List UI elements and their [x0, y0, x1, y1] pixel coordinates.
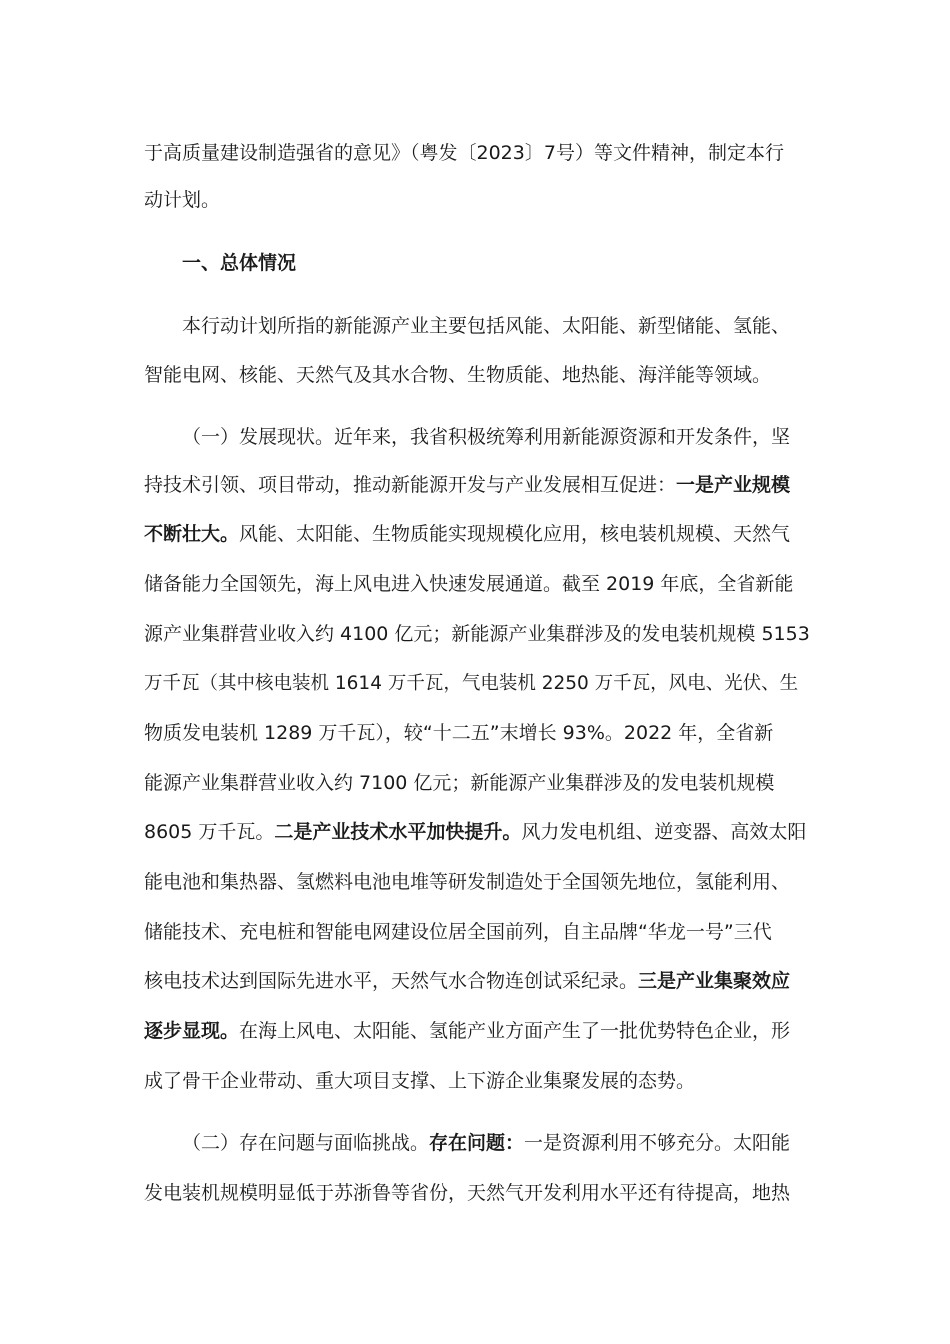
status-text: 持技术引领、项目带动，推动新能源开发与产业发展相互促进：	[144, 474, 677, 496]
scope-line-2: 智能电网、核能、天然气及其水合物、生物质能、地热能、海洋能等领域。	[144, 364, 772, 386]
status-line-9	[144, 820, 814, 844]
status-line-5: 源产业集群营业收入约 4100 亿元；新能源产业集群涉及的发电装机规模 5153	[144, 623, 810, 645]
status-text: 风力发电机组、逆变器、高效太阳	[521, 821, 807, 843]
scope-line-1: 本行动计划所指的新能源产业主要包括风能、太阳能、新型储能、氢能、	[182, 315, 791, 337]
status-bold-point: 二是产业技术水平加快提升。	[274, 821, 522, 843]
problems-text: 一是资源利用不够充分。太阳能	[524, 1132, 791, 1154]
problems-line-2: 发电装机规模明显低于苏浙鲁等省份，天然气开发利用水平还有待提高，地热	[144, 1182, 791, 1204]
status-text: 8605 万千瓦。	[144, 821, 275, 843]
status-line-2	[144, 473, 814, 497]
status-bold-point: 三是产业集聚效应	[638, 970, 791, 992]
status-text: 风能、太阳能、生物质能实现规模化应用，核电装机规模、天然气	[239, 523, 791, 545]
status-line-6: 万千瓦（其中核电装机 1614 万千瓦，气电装机 2250 万千瓦，风电、光伏、生	[144, 673, 799, 694]
status-line-3	[144, 522, 814, 546]
status-line-11: 储能技术、充电桩和智能电网建设位居全国前列，自主品牌“华龙一号”三代	[144, 921, 772, 943]
status-line-10: 能电池和集热器、氢燃料电池电堆等研发制造处于全国领先地位，氢能利用、	[144, 871, 791, 893]
status-line-1: （一）发展现状。近年来，我省积极统筹利用新能源资源和开发条件，坚	[182, 426, 791, 448]
status-text: 在海上风电、太阳能、氢能产业方面产生了一批优势特色企业，形	[239, 1020, 791, 1042]
section-heading: 一、总体情况	[182, 252, 297, 274]
status-line-7: 物质发电装机 1289 万千瓦），较“十二五”末增长 93%。2022 年，全省新	[144, 722, 774, 744]
problems-bold-label: 存在问题：	[429, 1132, 525, 1154]
status-line-14: 成了骨干企业带动、重大项目支撑、上下游企业集聚发展的态势。	[144, 1070, 696, 1092]
status-bold-point: 逐步显现。	[144, 1020, 240, 1042]
status-bold-point: 不断壮大。	[144, 523, 240, 545]
status-line-8: 能源产业集群营业收入约 7100 亿元；新能源产业集群涉及的发电装机规模	[144, 772, 775, 794]
status-line-13	[144, 1019, 814, 1043]
status-line-12	[144, 969, 814, 993]
intro-line-1: 于高质量建设制造强省的意见》（粤发〔2023〕7号）等文件精神，制定本行	[144, 142, 784, 164]
status-text: 核电技术达到国际先进水平，天然气水合物连创试采纪录。	[144, 970, 639, 992]
problems-line-1	[182, 1131, 814, 1155]
problems-text: （二）存在问题与面临挑战。	[182, 1132, 430, 1154]
intro-line-2: 动计划。	[144, 189, 221, 211]
status-line-4: 储备能力全国领先，海上风电进入快速发展通道。截至 2019 年底，全省新能	[144, 573, 794, 595]
status-bold-point: 一是产业规模	[676, 474, 791, 496]
